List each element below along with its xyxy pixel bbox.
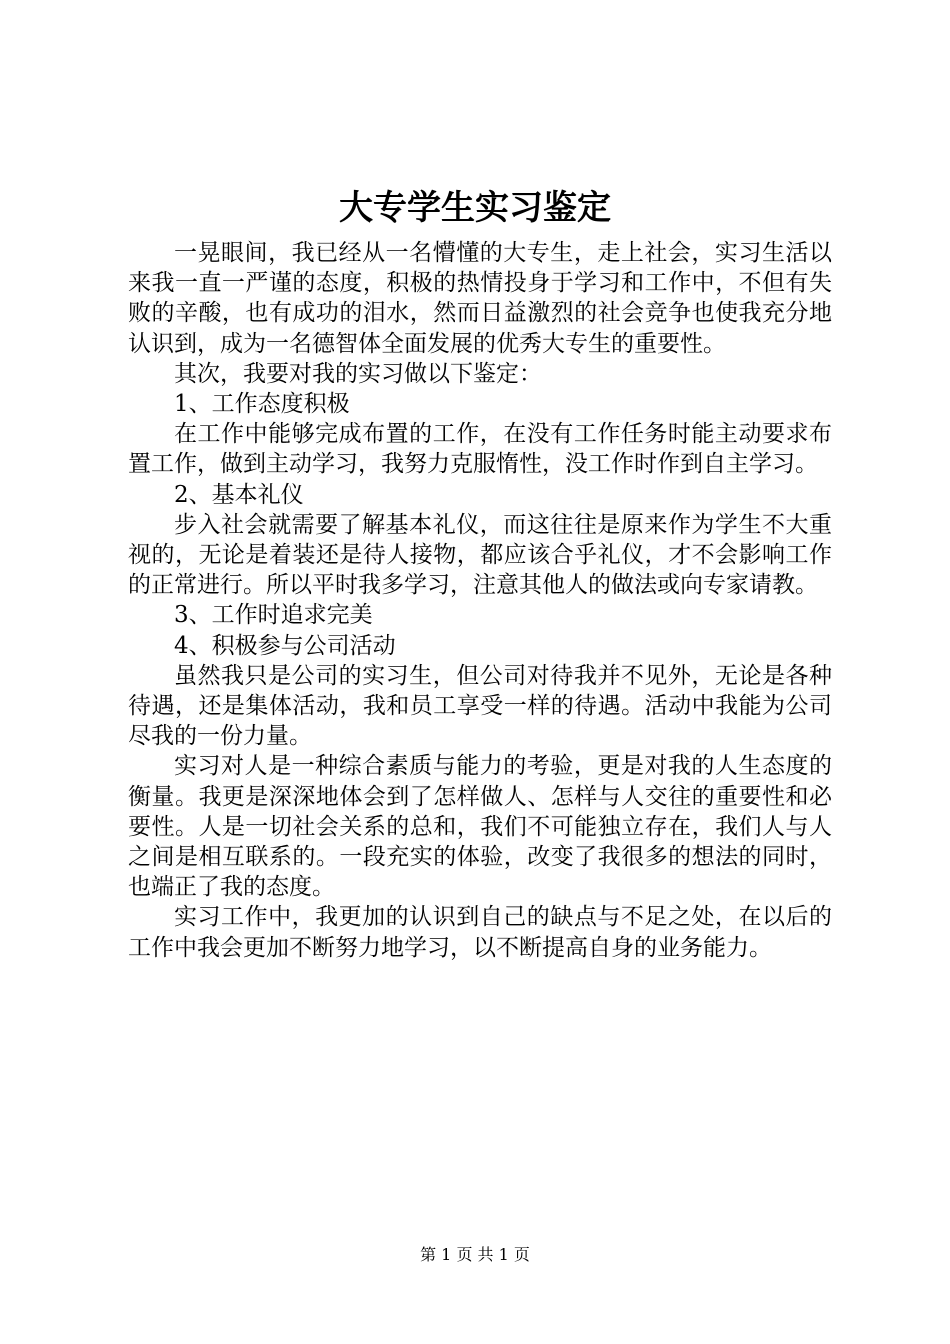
paragraph-intro: 一晃眼间，我已经从一名懵懂的大专生，走上社会，实习生活以来我一直一严谨的态度，积极的热情投身于学习和工作中，不但有失败的辛酸，也有成功的泪水，然而日益激烈的社会竞争也使我充分地认识到，成为一名德智体全面发展的优秀大专生的重要性。 xyxy=(128,240,832,357)
paragraph-item-4: 虽然我只是公司的实习生，但公司对待我并不见外，无论是各种待遇，还是集体活动，我和员工享受一样的待遇。活动中我能为公司尽我的一份力量。 xyxy=(128,662,832,750)
paragraph-conclusion: 实习工作中，我更加的认识到自己的缺点与不足之处，在以后的工作中我会更加不断努力地学习，以不断提高自身的业务能力。 xyxy=(128,904,832,961)
paragraph-reflection: 实习对人是一种综合素质与能力的考验，更是对我的人生态度的衡量。我更是深深地体会到了怎样做人、怎样与人交往的重要性和必要性。人是一切社会关系的总和，我们不可能独立存在，我们人与人之间是相互联系的。一段充实的体验，改变了我很多的想法的同时，也端正了我的态度。 xyxy=(128,753,832,901)
heading-item-2: 2、基本礼仪 xyxy=(174,481,304,508)
heading-item-3: 3、工作时追求完美 xyxy=(174,602,373,629)
heading-item-1: 1、工作态度积极 xyxy=(174,391,350,418)
document-title: 大专学生实习鉴定 xyxy=(339,188,611,228)
paragraph-item-2: 步入社会就需要了解基本礼仪，而这往往是原来作为学生不大重视的，无论是着装还是待人接物，都应该合乎礼仪，才不会影响工作的正常进行。所以平时我多学习，注意其他人的做法或向专家请教。 xyxy=(128,511,832,599)
page-footer: 第 1 页 共 1 页 xyxy=(420,1245,530,1264)
paragraph-item-1: 在工作中能够完成布置的工作，在没有工作任务时能主动要求布置工作，做到主动学习，我努力克服惰性，没工作时作到自主学习。 xyxy=(128,421,832,478)
heading-item-4: 4、积极参与公司活动 xyxy=(174,632,396,659)
document-body xyxy=(128,238,832,963)
paragraph-lead-in: 其次，我要对我的实习做以下鉴定： xyxy=(174,360,542,387)
